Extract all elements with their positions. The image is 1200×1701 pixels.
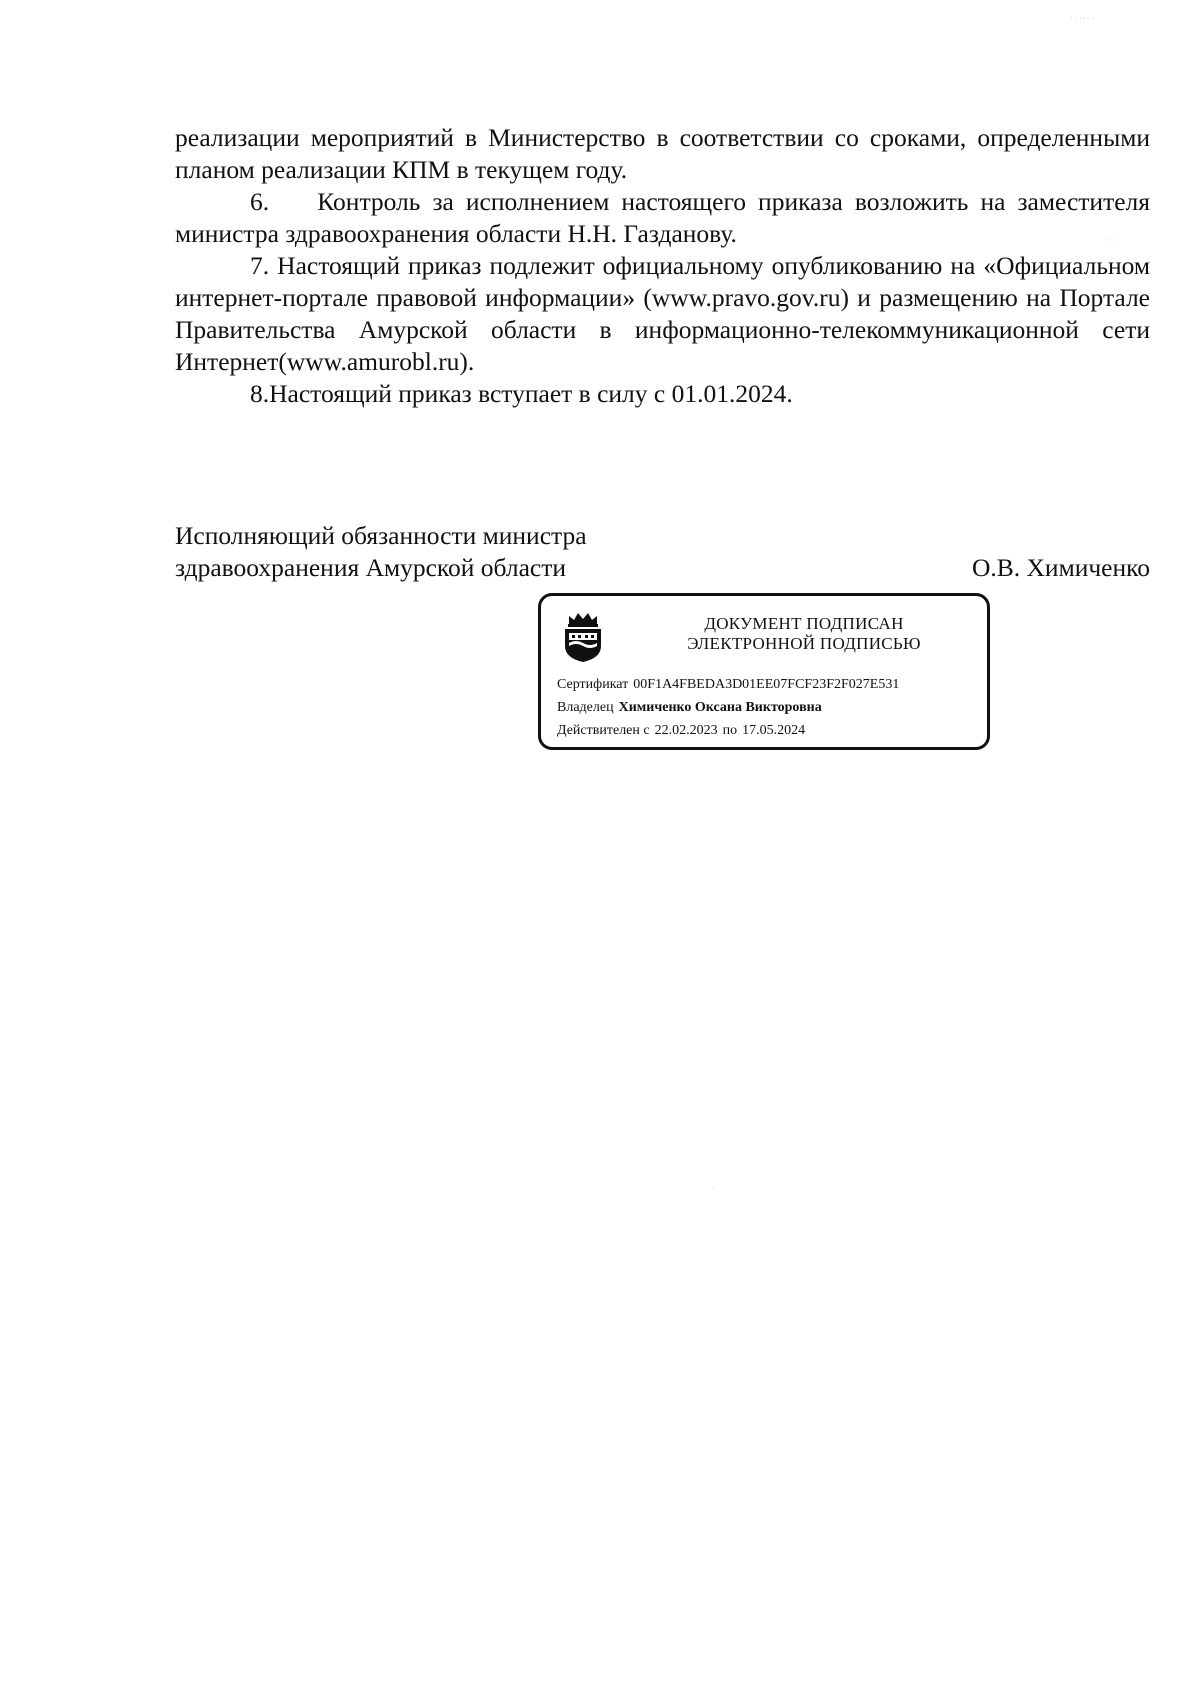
stamp-title bbox=[631, 614, 977, 654]
stamp-title-line1: ДОКУМЕНТ ПОДПИСАН bbox=[704, 614, 904, 633]
owner-value: Химиченко Оксана Викторовна bbox=[618, 700, 822, 715]
stamp-owner-row bbox=[557, 696, 979, 719]
scan-speckle: · · bbox=[1108, 236, 1116, 245]
valid-to: 17.05.2024 bbox=[742, 723, 806, 738]
signature-block bbox=[175, 520, 1150, 584]
owner-label: Владелец bbox=[557, 700, 614, 715]
paragraph-item-8: 8.Настоящий приказ вступает в силу с 01.01.2024. bbox=[250, 379, 793, 408]
stamp-details bbox=[557, 673, 979, 742]
certificate-value: 00F1A4FBEDA3D01EE07FCF23F2F027E531 bbox=[633, 677, 900, 692]
electronic-signature-stamp bbox=[538, 593, 990, 750]
paragraph-item-6: 6. Контроль за исполнением настоящего приказа возложить на заместителя министра здравоохранения области Н.Н. Газданову. bbox=[175, 187, 1150, 248]
scan-speckle: · · ·· · · bbox=[1070, 14, 1094, 23]
amur-region-coat-of-arms-icon bbox=[559, 610, 607, 664]
certificate-label: Сертификат bbox=[557, 677, 629, 692]
stamp-title-line2: ЭЛЕКТРОННОЙ ПОДПИСЬЮ bbox=[687, 634, 921, 653]
signatory-name: О.В. Химиченко bbox=[971, 553, 1150, 582]
valid-from: 22.02.2023 bbox=[654, 723, 718, 738]
paragraph-continuation: реализации мероприятий в Министерство в соответствии со сроками, определенными планом реализации КПМ в текущем году. bbox=[175, 123, 1150, 184]
paragraph-item-7: 7. Настоящий приказ подлежит официальному опубликованию на «Официальном интернет-портале правовой информации» (www.pravo.gov.ru) и размещению на Портале Правительства Амурской области в информационно-телекоммуникационной сети Интернет(www.amurobl.ru). bbox=[175, 251, 1150, 376]
stamp-certificate-row bbox=[557, 673, 979, 696]
valid-to-label: по bbox=[722, 723, 738, 738]
valid-label: Действителен с bbox=[557, 723, 650, 738]
stamp-validity-row bbox=[557, 719, 979, 742]
document-body bbox=[175, 122, 1150, 410]
signatory-position-line2: здравоохранения Амурской области bbox=[175, 553, 567, 582]
signatory-position-line1: Исполняющий обязанности министра bbox=[175, 521, 587, 550]
scan-speckle: · bbox=[712, 1183, 715, 1192]
